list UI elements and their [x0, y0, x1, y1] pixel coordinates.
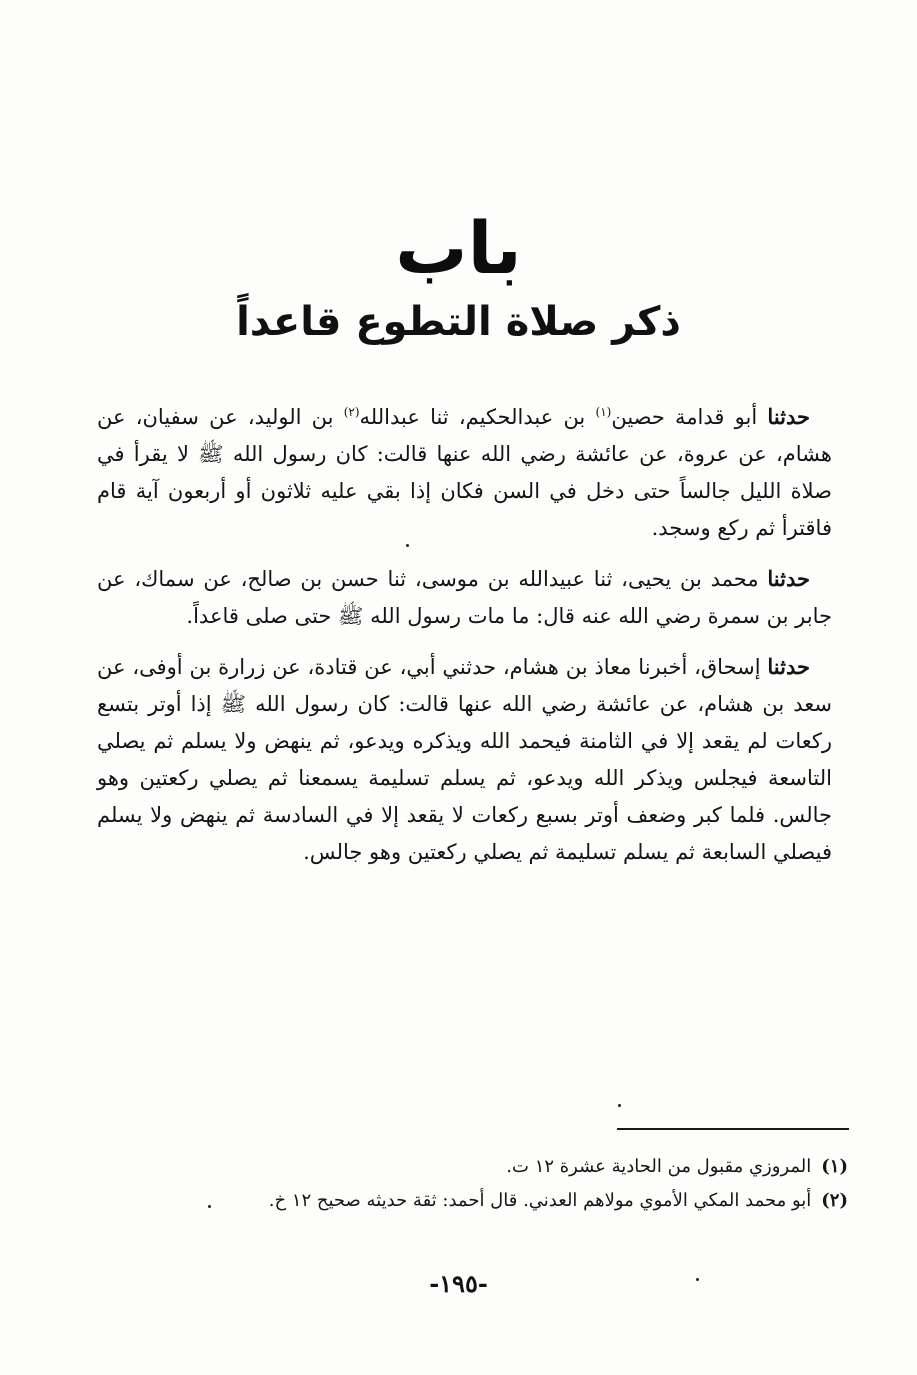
main-text: [97, 398, 832, 884]
scan-speck: [208, 1205, 211, 1208]
scan-speck: [696, 1278, 699, 1281]
footnote-reference: (٢): [343, 405, 360, 419]
footnote-number: (٢): [821, 1190, 848, 1211]
footnote-item: [120, 1150, 848, 1184]
hadith-paragraph: [97, 560, 832, 635]
paragraph-text: بن الوليد، عن سفيان، عن هشام، عن عروة، عن عائشة رضي الله عنها قالت: كان رسول الله ﷺ لا يقرأ في صلاة الليل جالساً حتى دخل في السن فكان إذا بقي عليه ثلاثون أو أربعون آية قام فاقترأ ثم ركع وسجد.: [97, 405, 832, 540]
hadith-paragraph: [97, 648, 832, 871]
hadith-paragraph: [97, 398, 832, 547]
paragraph-text: أبو قدامة حصين: [611, 405, 768, 429]
narration-lead: حدثنا: [767, 566, 810, 591]
footnote-text: المروزي مقبول من الحادية عشرة ١٢ ت.: [506, 1156, 812, 1177]
scan-speck: [618, 1104, 621, 1107]
paragraph-text: محمد بن يحيى، ثنا عبيدالله بن موسى، ثنا حسن بن صالح، عن سماك، عن جابر بن سمرة رضي الله عنه قال: ما مات رسول الله ﷺ حتى صلى قاعداً.: [97, 567, 832, 628]
footnote-divider: [617, 1128, 849, 1130]
footnotes: [120, 1150, 848, 1218]
scan-speck: [406, 544, 409, 547]
paragraph-text: إسحاق، أخبرنا معاذ بن هشام، حدثني أبي، عن قتادة، عن زرارة بن أوفى، عن سعد بن هشام، عن عائشة رضي الله عنها قالت: كان رسول الله ﷺ إذا أوتر بتسع ركعات لم يقعد إلا في الثامنة فيحمد الله ويذكره ويدعو، ثم ينهض ولا يسلم ثم يصلي التاسعة فيجلس ويذكر الله ويدعو، ثم يسلم تسليمة يسمعنا ثم يصلي ركعتين وهو جالس. فلما كبر وضعف أوتر بسبع ركعات لا يقعد إلا في السادسة ثم ينهض ولا يسلم فيصلي السابعة ثم يسلم تسليمة ثم يصلي ركعتين وهو جالس.: [97, 655, 832, 864]
paragraph-text: بن عبدالحكيم، ثنا عبدالله: [359, 405, 596, 429]
footnote-text: أبو محمد المكي الأموي مولاهم العدني. قال أحمد: ثقة حديثه صحيح ١٢ خ.: [268, 1190, 812, 1211]
page-number: -١٩٥-: [429, 1269, 488, 1298]
footnote-item: [120, 1184, 848, 1218]
chapter-title: ذكر صلاة التطوع قاعداً: [236, 299, 681, 345]
narration-lead: حدثنا: [767, 654, 810, 679]
chapter-heading: باب: [395, 206, 522, 290]
footnote-number: (١): [821, 1156, 848, 1177]
footnote-reference: (١): [595, 405, 612, 419]
narration-lead: حدثنا: [767, 404, 811, 429]
